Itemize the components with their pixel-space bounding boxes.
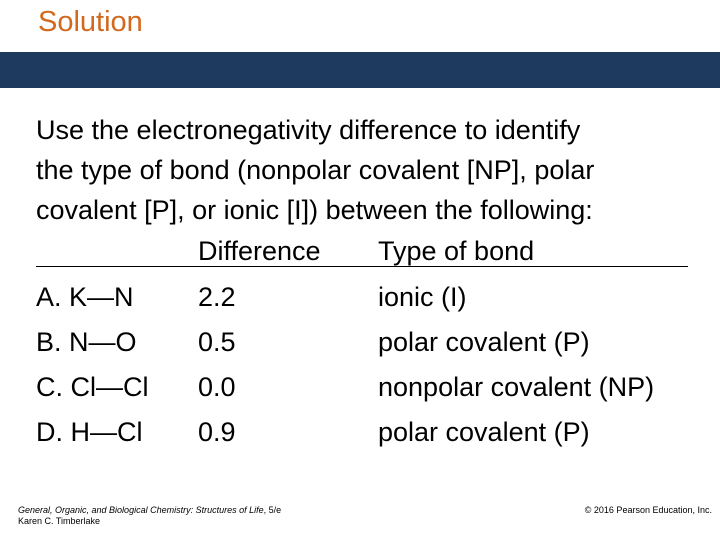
book-edition: , 5/e <box>263 505 282 515</box>
row-difference: 0.0 <box>198 372 236 402</box>
table-row <box>36 276 716 318</box>
row-label: A. K—N <box>36 282 134 312</box>
row-label: B. N—O <box>36 327 137 357</box>
table-row <box>36 411 716 453</box>
header-difference: Difference <box>198 236 321 266</box>
table-row <box>36 321 716 363</box>
footer-citation <box>18 505 281 527</box>
row-difference: 0.5 <box>198 327 236 357</box>
row-type: polar covalent (P) <box>378 417 590 447</box>
intro-line: covalent [P], or ionic [I]) between the following: <box>36 195 593 225</box>
header-type: Type of bond <box>378 236 535 266</box>
intro-line: the type of bond (nonpolar covalent [NP], polar <box>36 155 595 185</box>
row-difference: 2.2 <box>198 282 236 312</box>
row-type: nonpolar covalent (NP) <box>378 372 655 402</box>
slide-title: Solution <box>38 6 143 38</box>
book-title: General, Organic, and Biological Chemistry: Structures of Life <box>18 505 264 515</box>
row-label: D. H—Cl <box>36 417 143 447</box>
footer-copyright: © 2016 Pearson Education, Inc. <box>584 505 712 515</box>
header-band <box>0 52 720 88</box>
intro-text <box>36 110 706 230</box>
row-type: polar covalent (P) <box>378 327 590 357</box>
table-row <box>36 366 716 408</box>
header-underline <box>36 266 688 267</box>
row-difference: 0.9 <box>198 417 236 447</box>
intro-line: Use the electronegativity difference to identify <box>36 115 581 145</box>
book-author: Karen C. Timberlake <box>18 516 101 526</box>
row-label: C. Cl—Cl <box>36 372 149 402</box>
row-type: ionic (I) <box>378 282 467 312</box>
